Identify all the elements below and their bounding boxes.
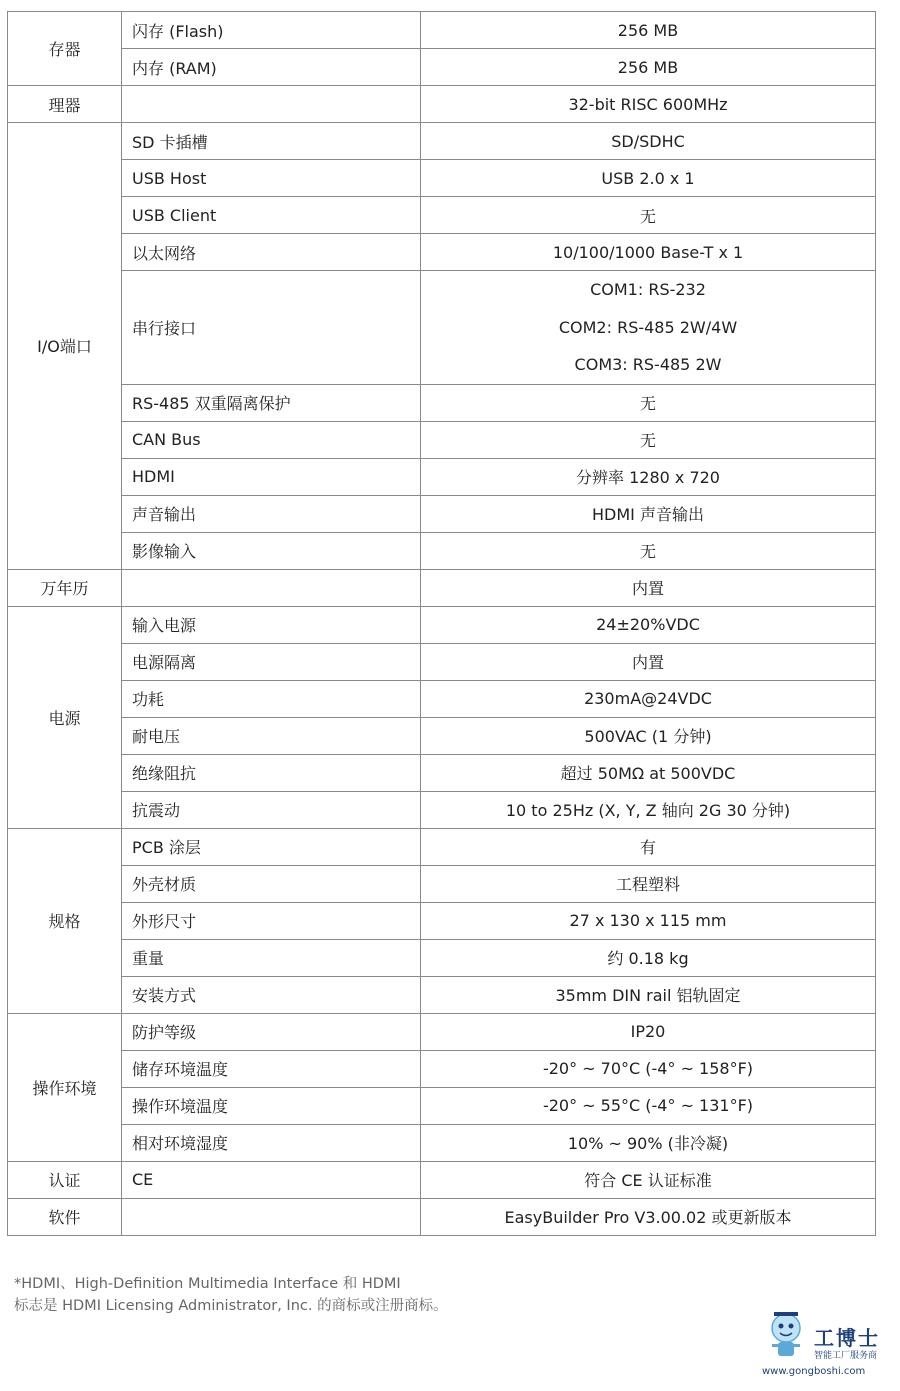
table-row — [8, 197, 876, 234]
footnote-line: 标志是 HDMI Licensing Administrator, Inc. 的商标或注册商标。 — [14, 1298, 448, 1314]
table-row — [8, 976, 876, 1013]
item-cell: 储存环境温度 — [122, 1050, 421, 1087]
table-row — [8, 939, 876, 976]
value-line: COM1: RS-232 — [590, 280, 706, 299]
value-cell: 24±20%VDC — [421, 606, 876, 643]
item-cell: CAN Bus — [122, 421, 421, 458]
value-cell: 10 to 25Hz (X, Y, Z 轴向 2G 30 分钟) — [421, 791, 876, 828]
item-cell: 以太网络 — [122, 234, 421, 271]
category-cell: 理器 — [8, 86, 122, 123]
table-row — [8, 458, 876, 495]
item-cell: 外壳材质 — [122, 865, 421, 902]
table-row — [8, 1087, 876, 1124]
value-cell: -20° ~ 70°C (-4° ~ 158°F) — [421, 1050, 876, 1087]
value-cell: 230mA@24VDC — [421, 680, 876, 717]
table-row — [8, 1124, 876, 1161]
table-row — [8, 680, 876, 717]
value-cell: 无 — [421, 197, 876, 234]
value-cell: 256 MB — [421, 49, 876, 86]
item-cell: 外形尺寸 — [122, 902, 421, 939]
value-cell: IP20 — [421, 1013, 876, 1050]
value-cell: 10% ~ 90% (非冷凝) — [421, 1124, 876, 1161]
category-cell: 软件 — [8, 1198, 122, 1235]
value-cell: 工程塑料 — [421, 865, 876, 902]
table-row — [8, 1050, 876, 1087]
item-cell: 输入电源 — [122, 606, 421, 643]
footnote — [14, 1273, 448, 1317]
value-cell: 500VAC (1 分钟) — [421, 717, 876, 754]
table-row — [8, 717, 876, 754]
table-row — [8, 1013, 876, 1050]
table-row — [8, 828, 876, 865]
item-cell: 绝缘阻抗 — [122, 754, 421, 791]
item-cell — [122, 86, 421, 123]
table-row — [8, 606, 876, 643]
table-row — [8, 643, 876, 680]
table-row — [8, 86, 876, 123]
table-row — [8, 754, 876, 791]
table-row — [8, 160, 876, 197]
value-cell: 约 0.18 kg — [421, 939, 876, 976]
table-row — [8, 495, 876, 532]
table-row — [8, 49, 876, 86]
item-cell: 防护等级 — [122, 1013, 421, 1050]
item-cell: 内存 (RAM) — [122, 49, 421, 86]
value-cell: 有 — [421, 828, 876, 865]
item-cell: 串行接口 — [122, 271, 421, 385]
table-row — [8, 234, 876, 271]
table-row — [8, 532, 876, 569]
value-cell: 符合 CE 认证标准 — [421, 1161, 876, 1198]
item-cell: 重量 — [122, 939, 421, 976]
item-cell: 电源隔离 — [122, 643, 421, 680]
value-cell: SD/SDHC — [421, 123, 876, 160]
value-cell: 无 — [421, 384, 876, 421]
item-cell: 功耗 — [122, 680, 421, 717]
table-row — [8, 1198, 876, 1235]
table-row — [8, 1161, 876, 1198]
category-cell: 电源 — [8, 606, 122, 828]
footnote-line: *HDMI、High-Definition Multimedia Interface 和 HDMI — [14, 1276, 401, 1292]
item-cell: 抗震动 — [122, 791, 421, 828]
item-cell: RS-485 双重隔离保护 — [122, 384, 421, 421]
value-cell: -20° ~ 55°C (-4° ~ 131°F) — [421, 1087, 876, 1124]
category-cell: 规格 — [8, 828, 122, 1013]
table-row — [8, 865, 876, 902]
table-row — [8, 12, 876, 49]
value-cell: 35mm DIN rail 铝轨固定 — [421, 976, 876, 1013]
value-cell: USB 2.0 x 1 — [421, 160, 876, 197]
value-cell: EasyBuilder Pro V3.00.02 或更新版本 — [421, 1198, 876, 1235]
value-cell: 分辨率 1280 x 720 — [421, 458, 876, 495]
category-cell: 存器 — [8, 12, 122, 86]
value-cell: 10/100/1000 Base-T x 1 — [421, 234, 876, 271]
item-cell — [122, 1198, 421, 1235]
item-cell — [122, 569, 421, 606]
table-row — [8, 791, 876, 828]
watermark-slogan: 智能工厂服务商 — [814, 1351, 878, 1361]
watermark-site: www.gongboshi.com — [762, 1366, 866, 1377]
category-cell: 操作环境 — [8, 1013, 122, 1161]
value-cell: 27 x 130 x 115 mm — [421, 902, 876, 939]
watermark-logo — [762, 1308, 897, 1384]
value-cell: 超过 50MΩ at 500VDC — [421, 754, 876, 791]
item-cell: CE — [122, 1161, 421, 1198]
item-cell: USB Host — [122, 160, 421, 197]
value-cell: 无 — [421, 421, 876, 458]
value-cell: 内置 — [421, 643, 876, 680]
table-row — [8, 569, 876, 606]
category-cell: 认证 — [8, 1161, 122, 1198]
value-cell: HDMI 声音输出 — [421, 495, 876, 532]
spec-table — [7, 11, 876, 1236]
item-cell: 声音输出 — [122, 495, 421, 532]
robot-mascot-icon — [762, 1308, 812, 1366]
value-line: COM2: RS-485 2W/4W — [558, 317, 738, 337]
table-row — [8, 123, 876, 160]
watermark-brand: 工博士 — [814, 1326, 880, 1350]
value-cell: 无 — [421, 532, 876, 569]
value-cell: 内置 — [421, 569, 876, 606]
table-row — [8, 902, 876, 939]
table-row — [8, 421, 876, 458]
table-row — [8, 384, 876, 421]
item-cell: PCB 涂层 — [122, 828, 421, 865]
item-cell: 闪存 (Flash) — [122, 12, 421, 49]
item-cell: USB Client — [122, 197, 421, 234]
item-cell: 耐电压 — [122, 717, 421, 754]
table-row — [8, 271, 876, 385]
category-cell: 万年历 — [8, 569, 122, 606]
value-cell: 32-bit RISC 600MHz — [421, 86, 876, 123]
value-cell — [421, 271, 876, 385]
value-line: COM3: RS-485 2W — [574, 355, 722, 374]
item-cell: 相对环境湿度 — [122, 1124, 421, 1161]
item-cell: 操作环境温度 — [122, 1087, 421, 1124]
item-cell: 安装方式 — [122, 976, 421, 1013]
item-cell: 影像输入 — [122, 532, 421, 569]
item-cell: HDMI — [122, 458, 421, 495]
category-cell: I/O端口 — [8, 123, 122, 570]
item-cell: SD 卡插槽 — [122, 123, 421, 160]
value-cell: 256 MB — [421, 12, 876, 49]
